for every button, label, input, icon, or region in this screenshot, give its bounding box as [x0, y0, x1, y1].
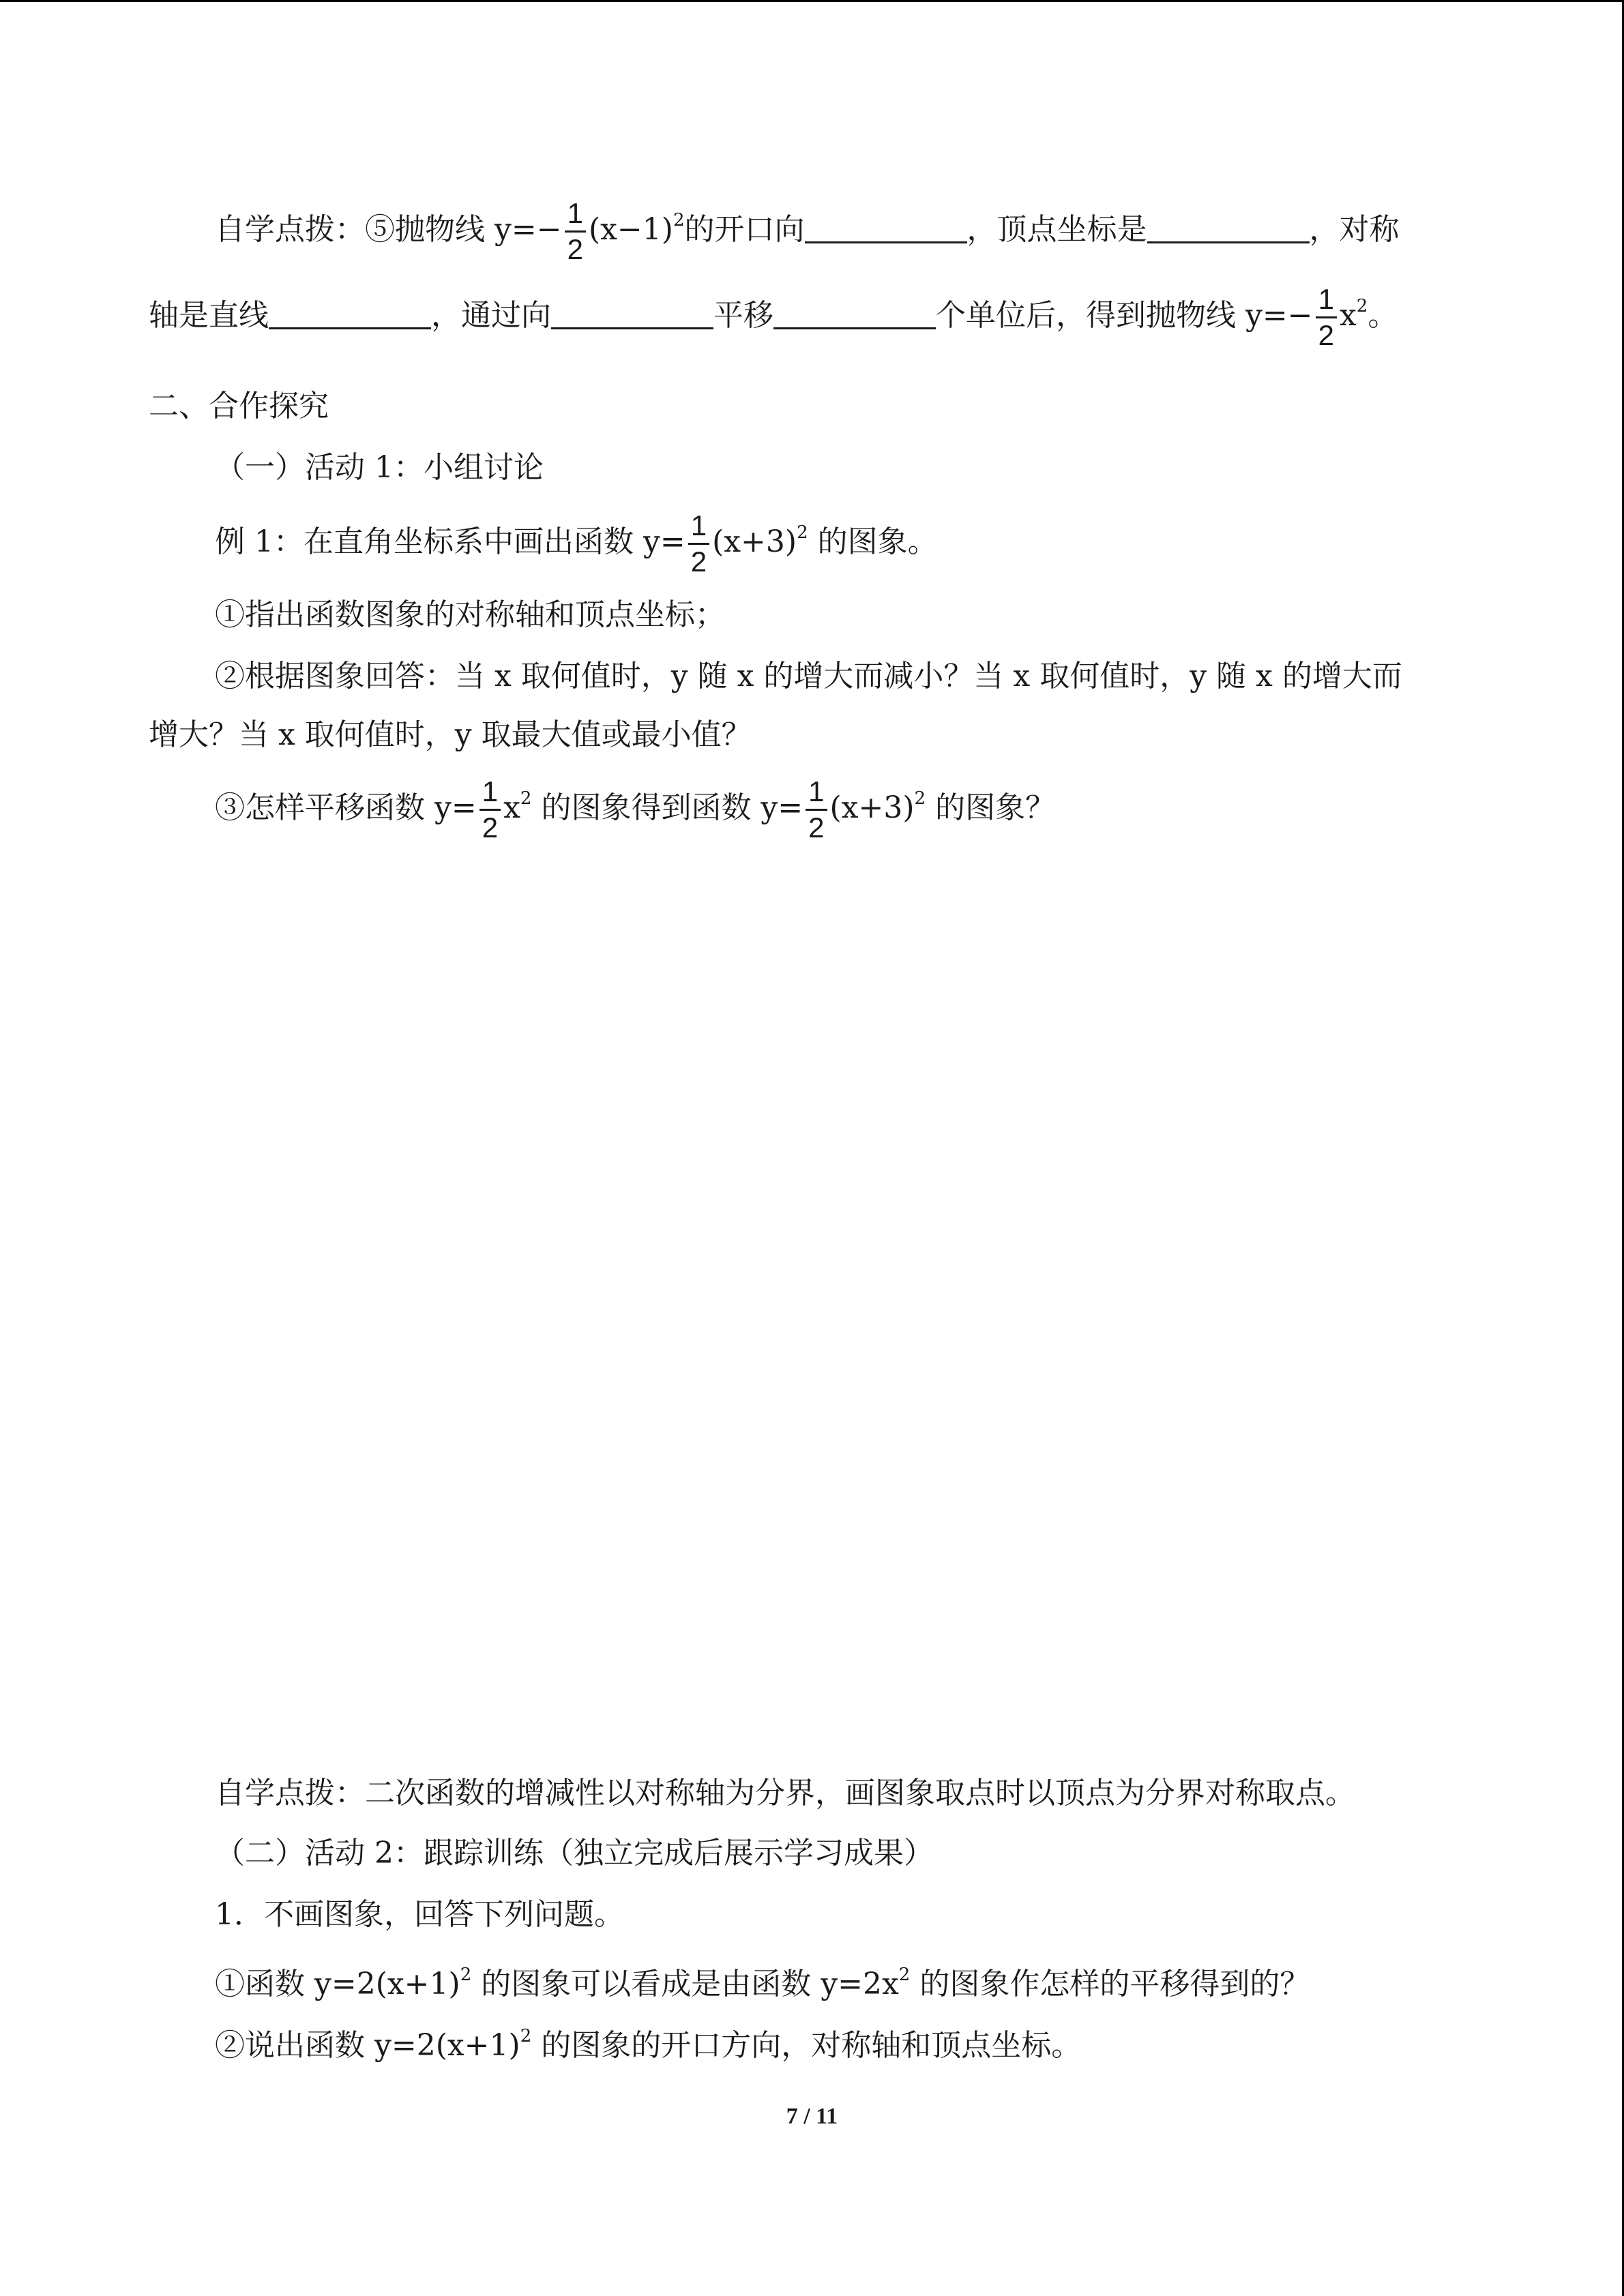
fraction	[806, 777, 827, 842]
text: x	[1339, 298, 1357, 333]
denominator: 2	[1318, 319, 1334, 351]
question-1: ①指出函数图象的对称轴和顶点坐标；	[215, 597, 725, 632]
fraction	[479, 777, 501, 842]
training-1: 1．不画图象，回答下列问题。	[215, 1897, 624, 1932]
text: 。	[1368, 298, 1398, 333]
exponent: 2	[520, 2026, 532, 2046]
text: 平移	[713, 298, 773, 333]
answer-blank-axis[interactable]	[269, 303, 431, 329]
training-1a	[215, 1954, 1624, 2005]
answer-blank-direction[interactable]	[551, 303, 713, 329]
text: ②说出函数 y=2(x+1)	[215, 2028, 520, 2063]
tip-line-1	[215, 199, 1624, 264]
denominator: 2	[482, 811, 499, 844]
text: 的图象作怎样的平移得到的？	[910, 1967, 1310, 2001]
text: 例 1：在直角坐标系中画出函数 y=	[215, 524, 685, 559]
text: ③怎样平移函数 y=	[215, 790, 477, 825]
text: 的图象的开口方向，对称轴和顶点坐标。	[531, 2028, 1082, 2063]
exponent: 2	[1356, 296, 1368, 316]
example-1	[215, 511, 1624, 576]
text: 个单位后，得到抛物线 y=−	[936, 298, 1313, 333]
tip-line-2	[149, 285, 1624, 350]
text: 的图象可以看成是由函数 y=2x	[471, 1967, 899, 2001]
text: 的图象得到函数 y=	[531, 790, 803, 825]
denominator: 2	[808, 811, 825, 844]
text: (x−1)	[588, 212, 673, 247]
text: 的图象。	[808, 524, 938, 559]
fraction	[1316, 285, 1337, 350]
text: (x+3)	[829, 790, 915, 825]
question-3	[215, 777, 1624, 842]
numerator: 1	[565, 199, 586, 233]
text: 轴是直线	[149, 298, 269, 333]
numerator: 1	[1316, 285, 1337, 318]
text: 的图象？	[926, 790, 1056, 825]
fraction	[565, 199, 586, 264]
question-2-line-1: ②根据图象回答：当 x 取何值时，y 随 x 的增大而减小？当 x 取何值时，y 随 x 的增大而	[215, 659, 1402, 694]
section-heading: 二、合作探究	[149, 389, 329, 423]
exponent: 2	[460, 1965, 472, 1985]
text: ，顶点坐标是	[966, 212, 1147, 247]
answer-blank-opening[interactable]	[805, 217, 967, 243]
exponent: 2	[914, 788, 926, 809]
text: ，通过向	[431, 298, 551, 333]
answer-blank-vertex[interactable]	[1147, 217, 1310, 243]
exponent: 2	[673, 210, 685, 230]
numerator: 1	[688, 511, 709, 545]
text: 的开口向	[684, 212, 805, 247]
denominator: 2	[690, 546, 707, 578]
numerator: 1	[806, 777, 827, 811]
activity-2-heading: （二）活动 2：跟踪训练（独立完成后展示学习成果）	[215, 1836, 934, 1870]
denominator: 2	[567, 233, 583, 265]
training-1b	[215, 2016, 1624, 2066]
page-number: 7 / 11	[786, 2104, 838, 2129]
fraction	[688, 511, 709, 576]
text: (x+3)	[712, 524, 797, 559]
question-2-line-2: 增大？当 x 取何值时，y 取最大值或最小值？	[149, 717, 752, 752]
text: x	[503, 790, 520, 825]
text: ①函数 y=2(x+1)	[215, 1967, 460, 2001]
exponent: 2	[520, 788, 532, 809]
tip-2: 自学点拨：二次函数的增减性以对称轴为分界，画图象取点时以顶点为分界对称取点。	[215, 1776, 1355, 1810]
text: 自学点拨：⑤抛物线 y=−	[215, 212, 562, 247]
exponent: 2	[797, 522, 808, 543]
numerator: 1	[479, 777, 501, 811]
text: ，对称	[1309, 212, 1400, 247]
exponent: 2	[898, 1965, 911, 1985]
activity-1-heading: （一）活动 1：小组讨论	[215, 450, 544, 485]
answer-blank-units[interactable]	[773, 303, 936, 329]
